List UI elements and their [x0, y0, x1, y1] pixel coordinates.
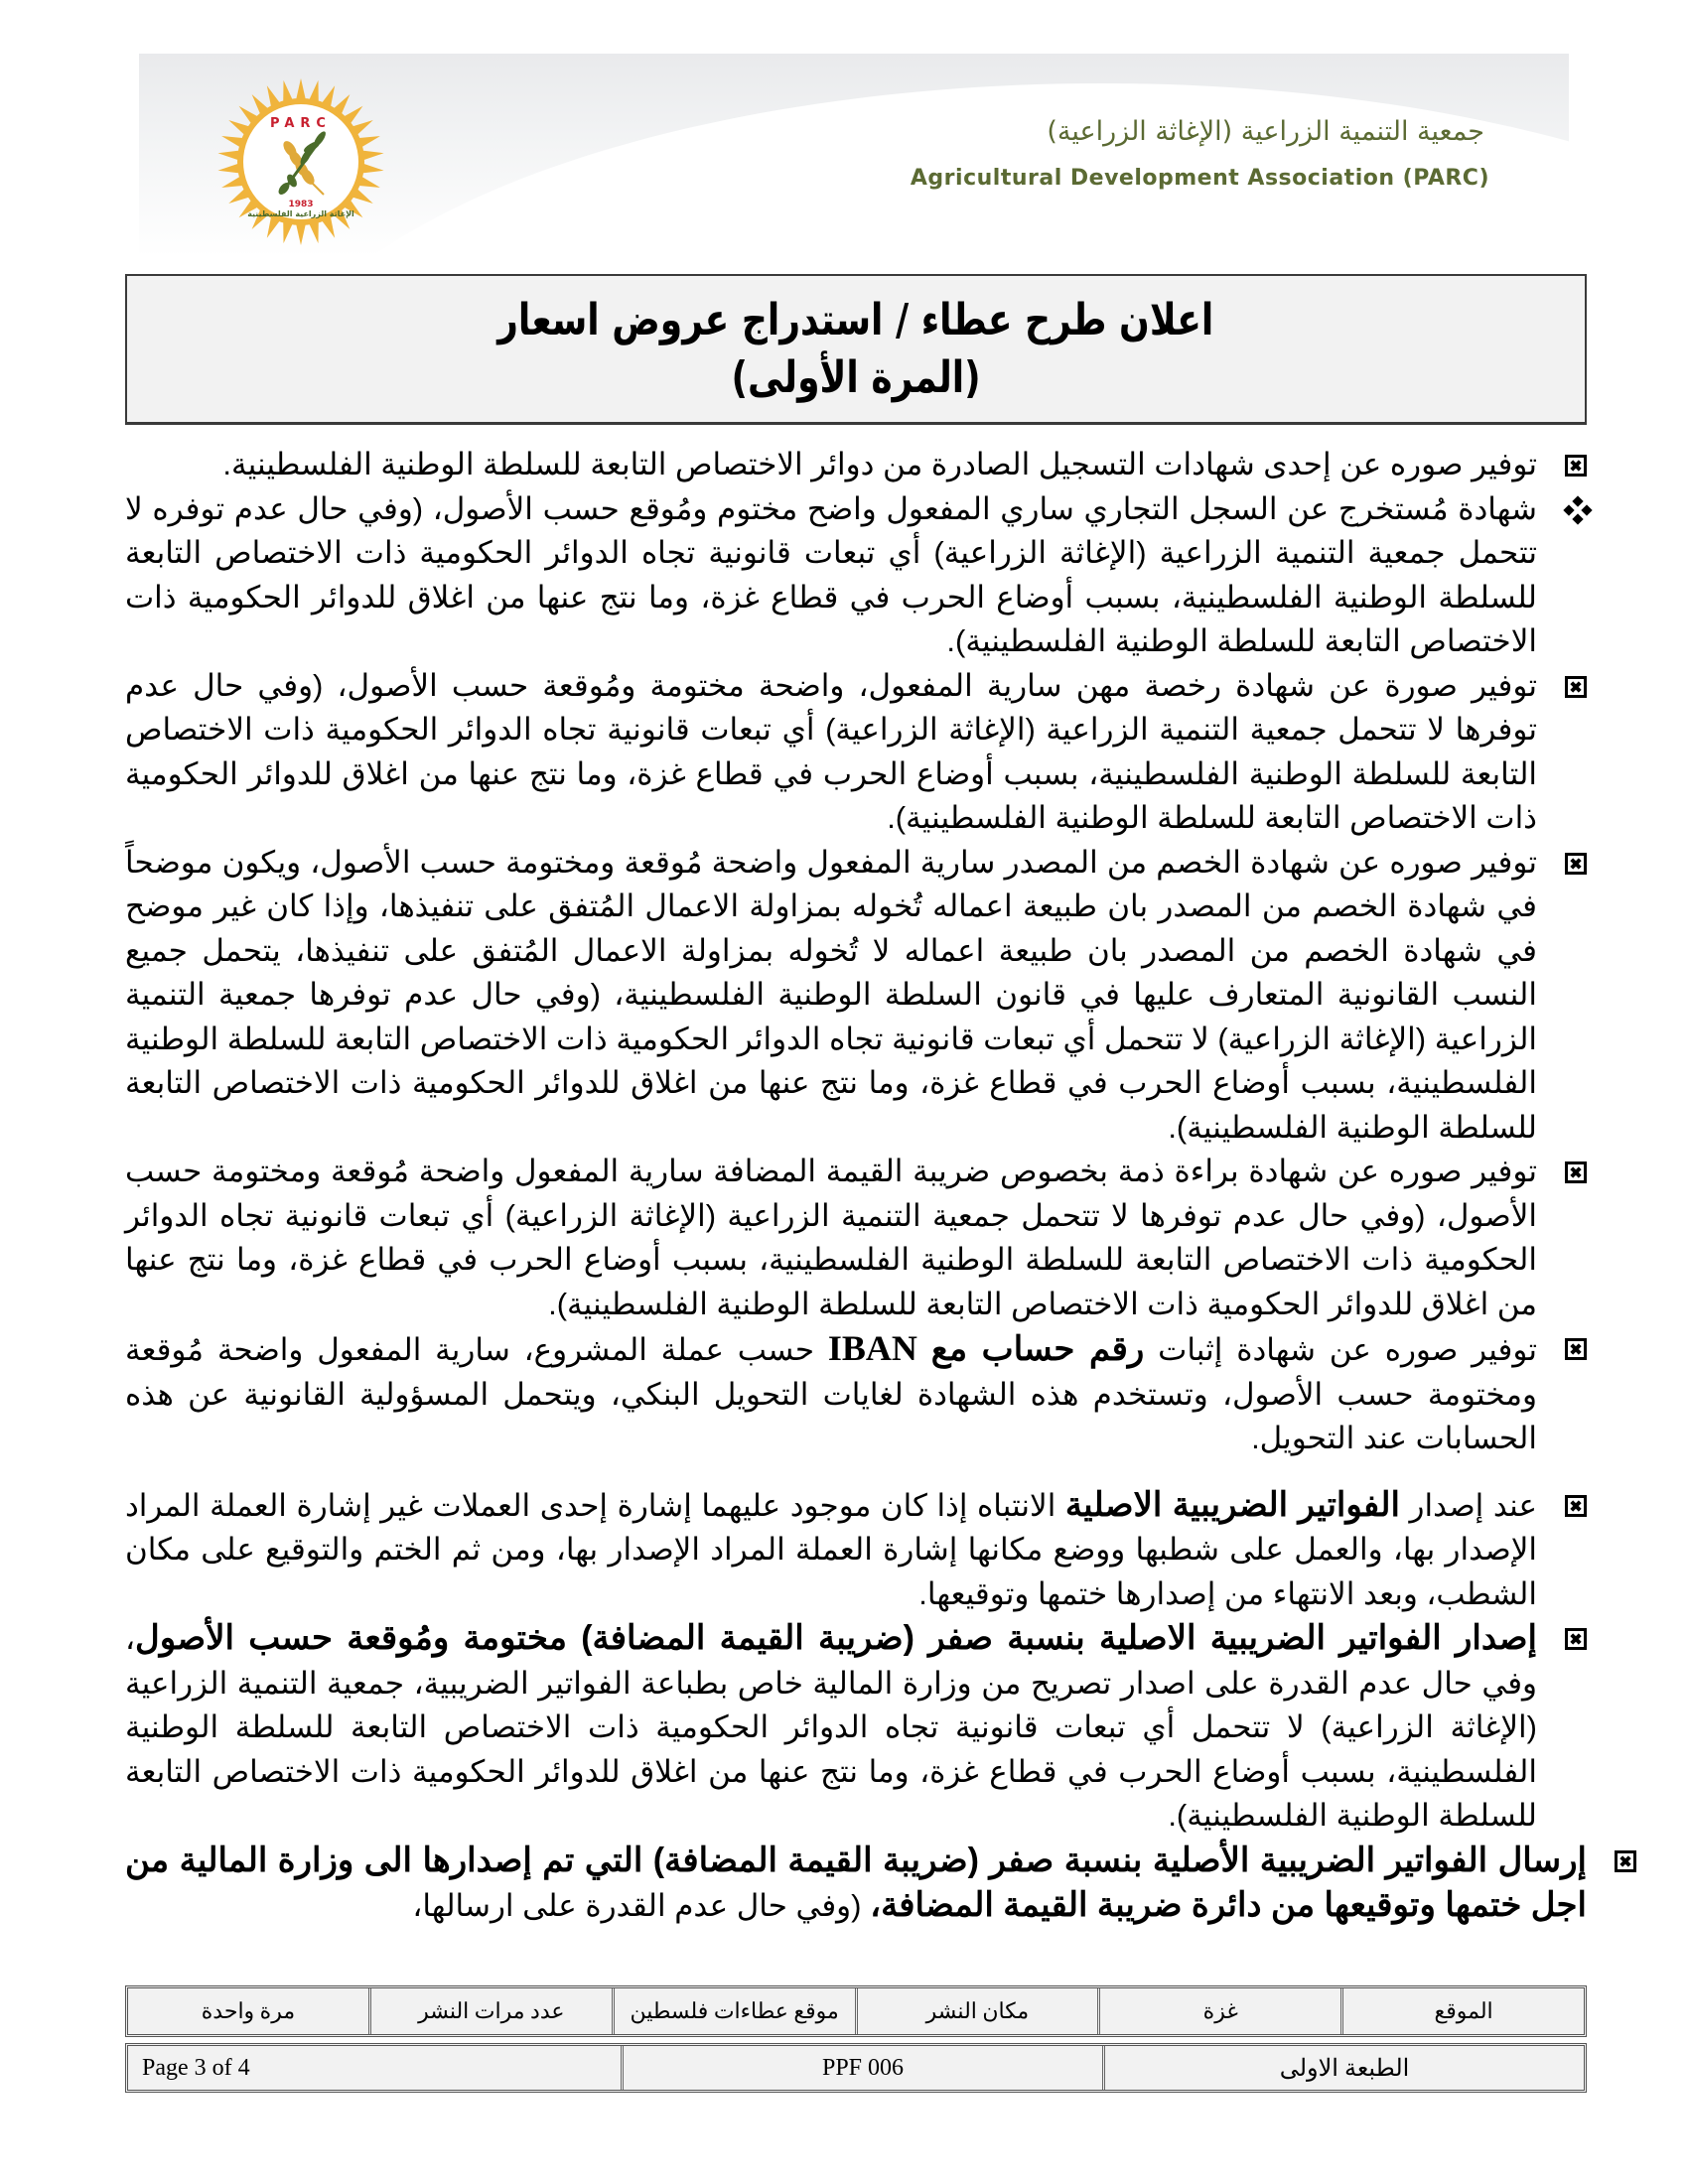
- footer-cell-location-value: غزة: [1097, 1988, 1340, 2034]
- list-item: [125, 664, 1587, 841]
- item-text: توفير صوره عن شهادة براءة ذمة بخصوص ضريبة القيمة المضافة سارية المفعول واضحة مُوقعة ومختومة حسب الأصول، (وفي حال عدم توفرها لا تتحمل جمعية التنمية الزراعية (الإغاثة الزراعية) أي تبعات قانونية تجاه الدوائر الحكومية ذات الاختصاص التابعة للسلطة الوطنية الفلسطينية، بسبب أوضاع الحرب في قطاع غزة، وما نتج عنها من اغلاق للدوائر الحكومية ذات الاختصاص التابعة للسلطة الوطنية الفلسطينية).: [125, 1154, 1537, 1321]
- list-item: [125, 1616, 1587, 1839]
- parc-logo: [216, 77, 385, 246]
- publication-info-table: [125, 1985, 1587, 2037]
- footer-cell-publish-count-label: عدد مرات النشر: [368, 1988, 612, 2034]
- item-text-bold: الفواتير الضريبية الاصلية: [1064, 1485, 1400, 1524]
- announcement-subtitle: (المرة الأولى): [731, 351, 981, 403]
- svg-text:الإغاثة الزراعية الفلسطينية: الإغاثة الزراعية الفلسطينية: [247, 209, 354, 218]
- boxed-x-bullet-icon: [1565, 1495, 1587, 1517]
- item-text-bold: رقم حساب مع: [930, 1330, 1145, 1368]
- item-text-post: ، وفي حال عدم القدرة على اصدار تصريح من وزارة المالية خاص بطباعة الفواتير الضريبية، جمعية التنمية الزراعية (الإغاثة الزراعية) لا تتحمل أي تبعات قانونية تجاه الدوائر الحكومية ذات الاختصاص التابعة للسلطة الوطنية الفلسطينية، بسبب أوضاع الحرب في قطاع غزة، وما نتج عنها من اغلاق للدوائر الحكومية ذات الاختصاص التابعة للسلطة الوطنية الفلسطينية).: [125, 1621, 1537, 1833]
- list-item: [125, 1326, 1587, 1461]
- item-text-bold: إرسال الفواتير الضريبية الأصلية بنسبة صفر (ضريبة القيمة المضافة) التي تم إصدارها الى وزارة المالية من اجل ختمها وتوقيعها من دائرة ضريبة القيمة المضافة،: [125, 1841, 1587, 1924]
- item-text: [125, 1839, 1587, 1929]
- boxed-x-bullet-icon: [1565, 1628, 1587, 1650]
- list-item: [125, 1839, 1587, 1929]
- footer-cell-publish-place-value: موقع عطاءات فلسطين: [612, 1988, 855, 2034]
- item-text: توفير صوره عن شهادة الخصم من المصدر سارية المفعول واضحة مُوقعة ومختومة حسب الأصول، ويكون موضحاً في شهادة الخصم من المصدر بان طبيعة اعماله تُخوله بمزاولة الاعمال المُتفق على تنفيذها، وإذا كان غير موضح في شهادة الخصم من المصدر بان طبيعة اعماله لا تُخوله بمزاولة الاعمال المُتفق على تنفيذها، يتحمل جميع النسب القانونية المتعارف عليها في قانون السلطة الوطنية الفلسطينية، (وفي حال عدم توفرها جمعية التنمية الزراعية (الإغاثة الزراعية) لا تتحمل أي تبعات قانونية تجاه الدوائر الحكومية ذات الاختصاص التابعة للسلطة الوطنية الفلسطينية، بسبب أوضاع الحرب في قطاع غزة، وما نتج عنها من اغلاق للدوائر الحكومية ذات الاختصاص التابعة للسلطة الوطنية الفلسطينية).: [125, 844, 1537, 1145]
- item-text-pre: عند إصدار: [1399, 1487, 1537, 1523]
- item-text-post: حسب عملة المشروع، سارية المفعول واضحة مُوقعة ومختومة حسب الأصول، وتستخدم هذه الشهادة لغايات التحويل البنكي، ويتحمل المسؤولية القانونية عن هذه الحسابات عند التحويل.: [125, 1332, 1537, 1455]
- footer-cell-location-label: الموقع: [1340, 1988, 1584, 2034]
- item-text: توفير صوره عن إحدى شهادات التسجيل الصادرة من دوائر الاختصاص التابعة للسلطة الوطنية الفلسطينية.: [222, 447, 1537, 481]
- org-name-arabic: جمعية التنمية الزراعية (الإغاثة الزراعية): [1047, 116, 1484, 147]
- list-item: [125, 443, 1587, 487]
- item-text: توفير صورة عن شهادة رخصة مهن سارية المفعول، واضحة مختومة ومُوقعة حسب الأصول، (وفي حال عدم توفرها لا تتحمل جمعية التنمية الزراعية (الإغاثة الزراعية) أي تبعات قانونية تجاه الدوائر الحكومية ذات الاختصاص التابعة للسلطة الوطنية الفلسطينية، بسبب أوضاع الحرب في قطاع غزة، وما نتج عنها من اغلاق للدوائر الحكومية ذات الاختصاص التابعة للسلطة الوطنية الفلسطينية).: [125, 667, 1537, 835]
- list-item: [125, 841, 1587, 1151]
- requirements-list: [125, 443, 1587, 1929]
- item-text: [125, 1483, 1537, 1617]
- boxed-x-bullet-icon: [1565, 853, 1587, 875]
- item-text-pre: توفير صوره عن شهادة إثبات: [1144, 1332, 1538, 1367]
- footer-cell-form-code: PPF 006: [621, 2046, 1102, 2090]
- footer-cell-publish-place-label: مكان النشر: [855, 1988, 1098, 2034]
- item-text-post: الانتباه إذا كان موجود عليهما إشارة إحدى العملات غير إشارة العملة المراد الإصدار بها، والعمل على شطبها ووضع مكانها إشارة العملة المراد الإصدار بها، ومن ثم الختم والتوقيع على مكان الشطب، وبعد الانتهاء من إصدارها ختمها وتوقيعها.: [125, 1487, 1537, 1611]
- diamonds-bullet-icon: [1565, 499, 1587, 521]
- announcement-title-box: [125, 274, 1587, 425]
- boxed-x-bullet-icon: [1565, 455, 1587, 477]
- boxed-x-bullet-icon: [1565, 1338, 1587, 1360]
- item-text: شهادة مُستخرج عن السجل التجاري ساري المفعول واضح مختوم ومُوقع حسب الأصول، (وفي حال عدم توفره لا تتحمل جمعية التنمية الزراعية (الإغاثة الزراعية) أي تبعات قانونية تجاه الدوائر الحكومية ذات الاختصاص التابعة للسلطة الوطنية الفلسطينية، بسبب أوضاع الحرب في قطاع غزة، وما نتج عنها من اغلاق للدوائر الحكومية ذات الاختصاص التابعة للسلطة الوطنية الفلسطينية).: [125, 490, 1537, 658]
- boxed-x-bullet-icon: [1565, 1161, 1587, 1183]
- document-info-table: [125, 2043, 1587, 2093]
- boxed-x-bullet-icon: [1615, 1850, 1636, 1872]
- iban-label: IBAN: [827, 1328, 917, 1368]
- list-item: [125, 1150, 1587, 1326]
- org-name-english: Agricultural Development Association (PARC): [910, 166, 1489, 191]
- svg-text:1983: 1983: [288, 200, 314, 209]
- item-text: [125, 1616, 1537, 1839]
- item-text: [125, 1326, 1537, 1461]
- item-text-bold: إصدار الفواتير الضريبية الاصلية بنسبة صفر (ضريبة القيمة المضافة) مختومة ومُوقعة حسب الأصول: [135, 1619, 1537, 1657]
- boxed-x-bullet-icon: [1565, 676, 1587, 698]
- svg-text:PARC: PARC: [270, 116, 332, 131]
- sun-logo-icon: [216, 77, 385, 246]
- footer-cell-edition: الطبعة الاولى: [1102, 2046, 1584, 2090]
- footer-cell-publish-count-value: مرة واحدة: [201, 1998, 296, 2023]
- letterhead: [139, 54, 1569, 257]
- item-text-post: (وفي حال عدم القدرة على ارسالها،: [412, 1888, 871, 1923]
- announcement-title: اعلان طرح عطاء / استدراج عروض اسعار: [497, 294, 1214, 345]
- list-item: [125, 1483, 1587, 1617]
- list-item: [125, 487, 1587, 664]
- footer-cell-page-number: Page 3 of 4: [142, 2054, 250, 2081]
